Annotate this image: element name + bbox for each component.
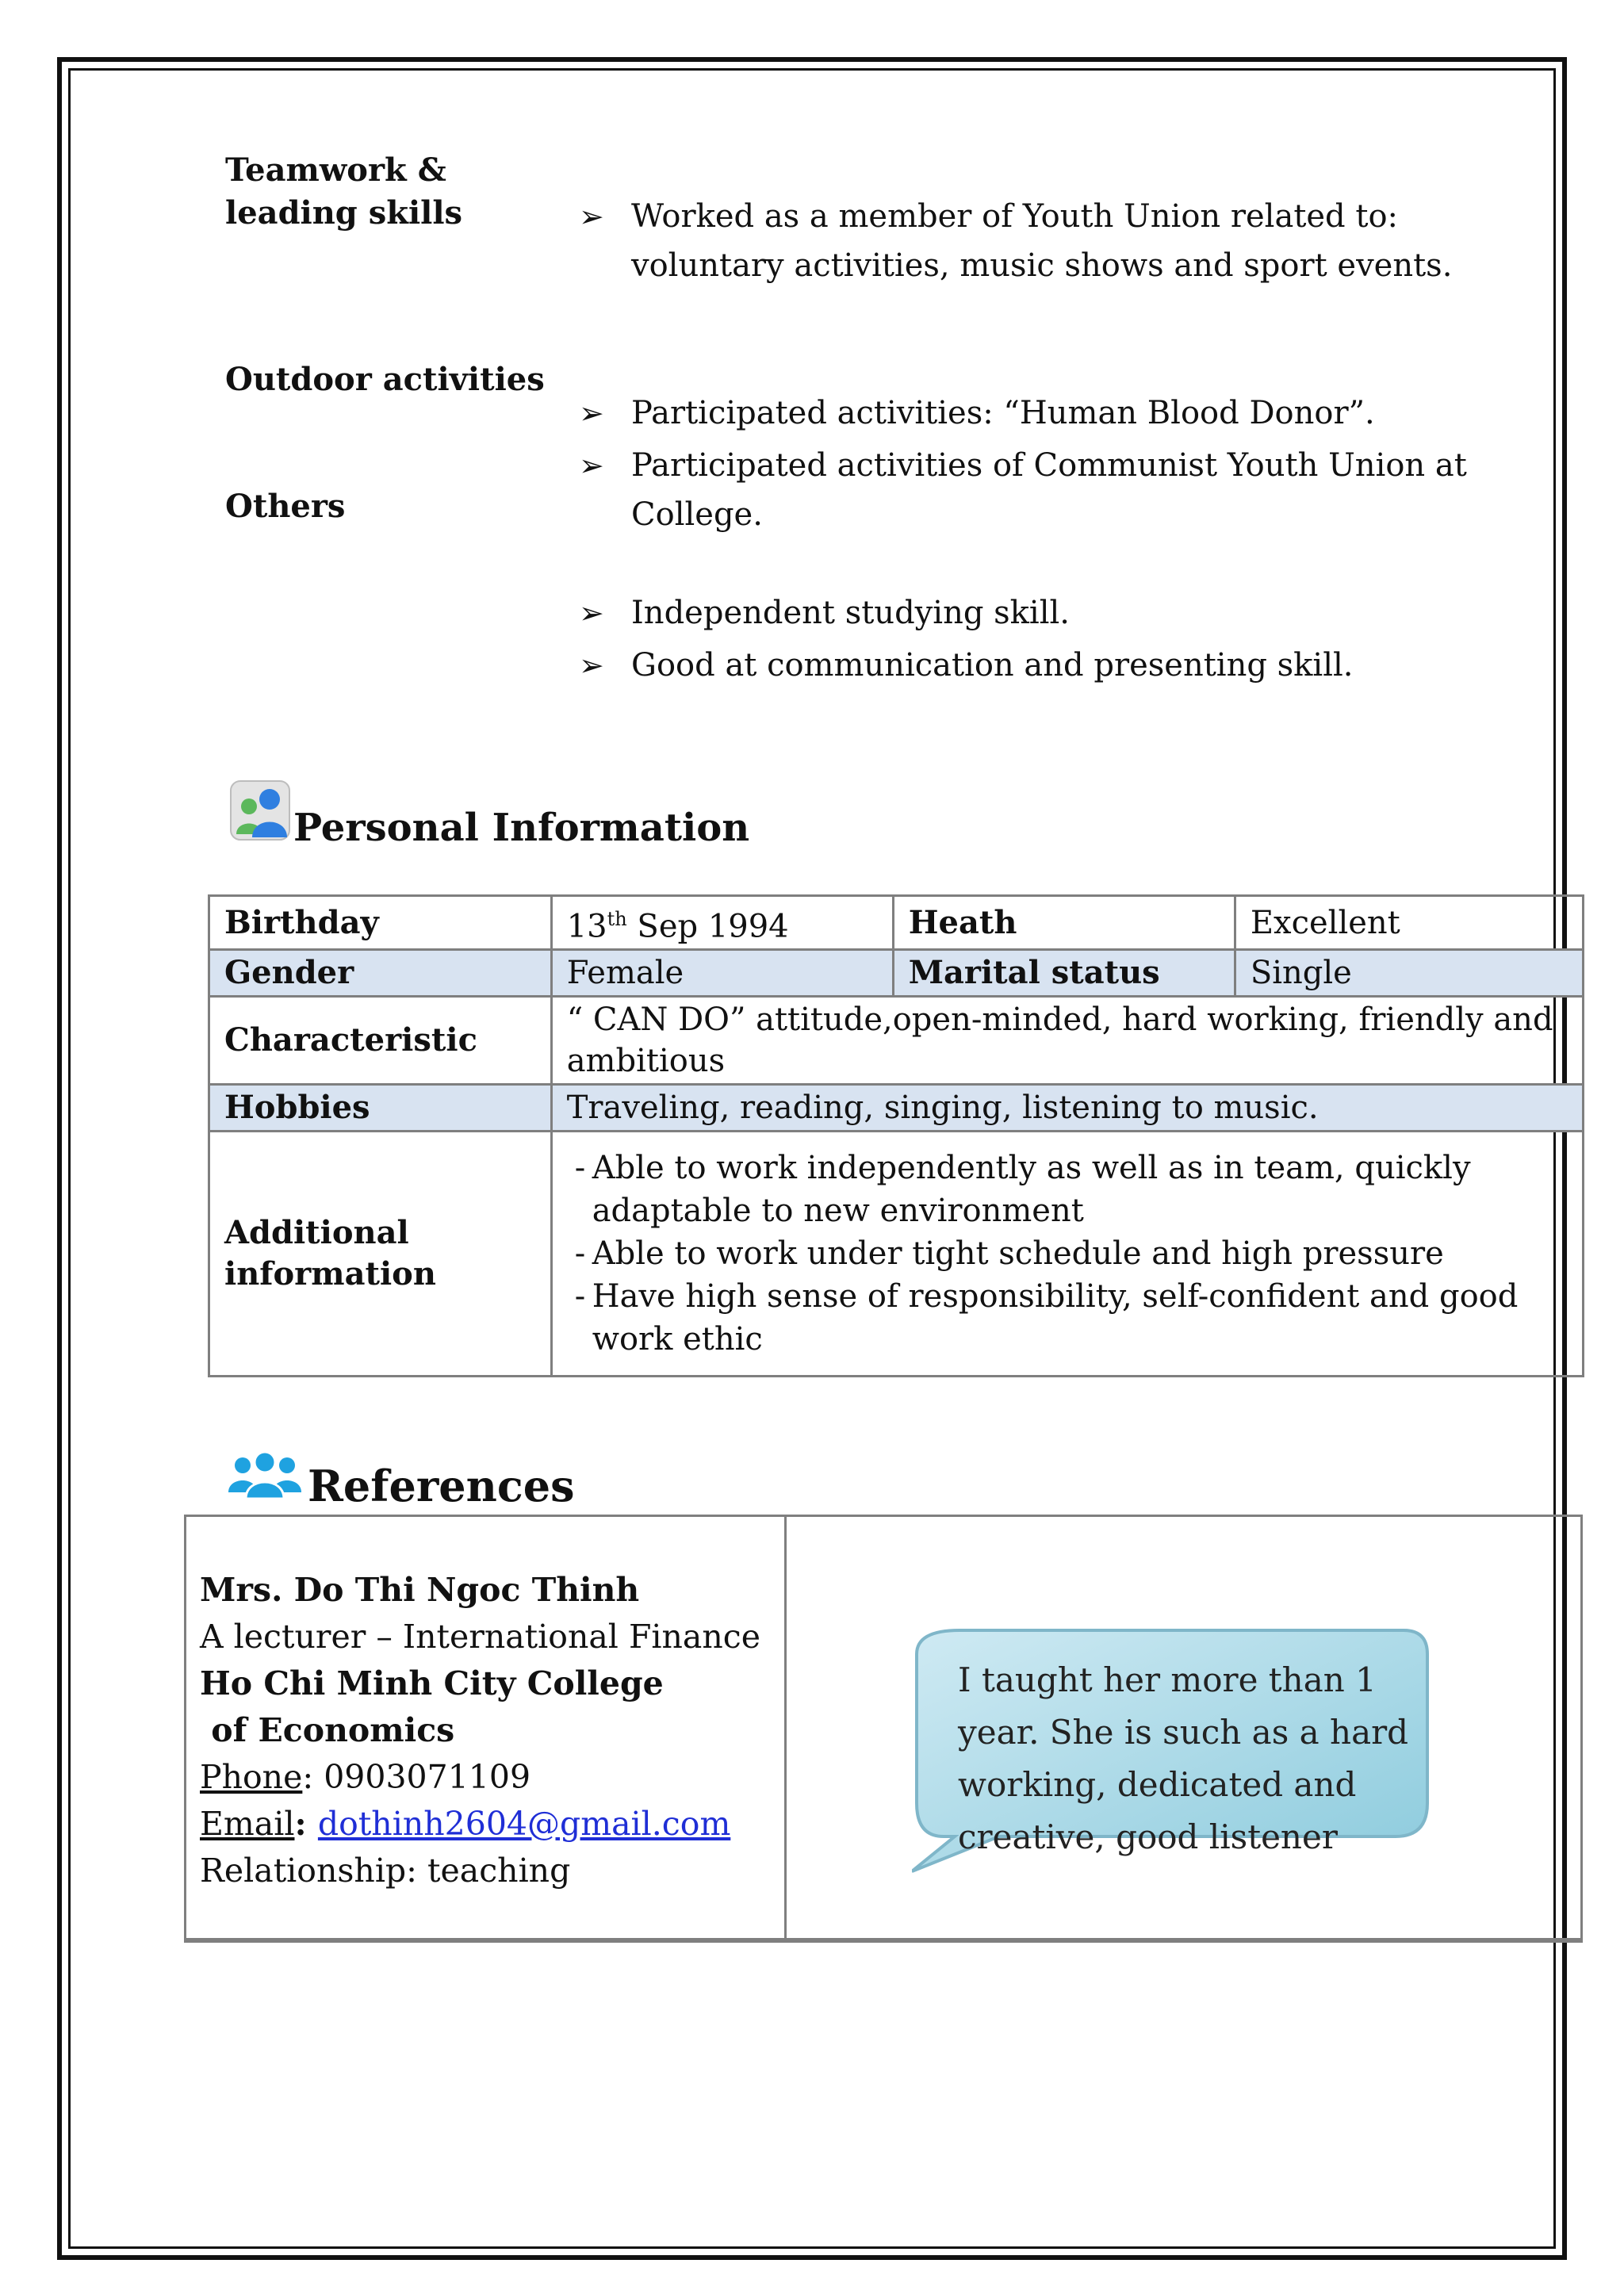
birthday-suffix: th [607, 908, 627, 930]
arrow-bullet-icon: ➢ [579, 448, 604, 483]
birthday-month-year: Sep 1994 [626, 908, 789, 945]
references-title: References [308, 1461, 575, 1511]
arrow-bullet-icon: ➢ [579, 396, 604, 431]
phone-value: : 0903071109 [302, 1758, 531, 1796]
reference-relationship: Relationship: teaching [200, 1852, 571, 1890]
birthday-value [551, 896, 893, 950]
table-row [209, 896, 1584, 950]
outdoor-item-2-line-1: Participated activities of Communist Youth Union at [631, 447, 1467, 484]
teamwork-label-line-1: Teamwork & [225, 151, 446, 189]
others-item-1 [579, 588, 1071, 638]
birthday-day: 13 [566, 908, 607, 945]
arrow-bullet-icon: ➢ [579, 199, 604, 234]
reference-position: A lecturer – International Finance [200, 1618, 760, 1656]
hobbies-value: Traveling, reading, singing, listening to music. [551, 1085, 1583, 1132]
personal-info-table [208, 894, 1584, 1377]
teamwork-label [225, 149, 462, 235]
teamwork-item [579, 192, 1453, 290]
outdoor-item-1-text: Participated activities: “Human Blood Donor”. [631, 395, 1375, 431]
table-row [209, 997, 1584, 1085]
others-item-1-text: Independent studying skill. [631, 595, 1071, 631]
arrow-bullet-icon: ➢ [579, 596, 604, 630]
references-column-divider [784, 1517, 787, 1938]
email-separator: : [294, 1805, 318, 1843]
reference-name: Mrs. Do Thi Ngoc Thinh [200, 1571, 640, 1609]
outdoor-label: Outdoor activities [225, 361, 545, 398]
teamwork-item-line-2: voluntary activities, music shows and sport events. [631, 247, 1453, 284]
table-row [209, 1132, 1584, 1377]
email-link[interactable]: dothinh2604@gmail.com [317, 1805, 731, 1843]
additional-label [209, 1132, 552, 1377]
people-icon [230, 780, 290, 841]
list-item: - Able to work under tight schedule and high pressure [569, 1232, 1574, 1275]
additional-label-line-1: Additional [224, 1214, 409, 1252]
others-item-2-text: Good at communication and presenting skill. [631, 647, 1354, 684]
teamwork-item-line-1: Worked as a member of Youth Union related to: [631, 198, 1399, 235]
birthday-label: Birthday [209, 896, 552, 950]
outdoor-item-1 [579, 389, 1375, 438]
reference-quote: I taught her more than 1 year. She is such as a hard working, dedicated and creative, good listener [958, 1660, 1409, 1856]
list-item: - Able to work independently as well as in team, quickly adaptable to new environment [569, 1147, 1574, 1232]
group-icon [225, 1451, 304, 1500]
table-row [209, 1085, 1584, 1132]
outdoor-item-2 [579, 441, 1467, 539]
gender-value: Female [551, 950, 893, 997]
teamwork-label-line-2: leading skills [225, 194, 463, 232]
personal-info-title: Personal Information [293, 806, 750, 850]
reference-org-line-1: Ho Chi Minh City College [200, 1664, 664, 1702]
gender-label: Gender [209, 950, 552, 997]
reference-phone [200, 1754, 760, 1801]
others-label: Others [225, 488, 346, 525]
outdoor-item-2-line-2: College. [631, 496, 763, 533]
arrow-bullet-icon: ➢ [579, 648, 604, 683]
marital-label: Marital status [893, 950, 1235, 997]
additional-label-line-2: information [224, 1255, 436, 1293]
hobbies-label: Hobbies [209, 1085, 552, 1132]
list-item: - Have high sense of responsibility, self-confident and good work ethic [569, 1275, 1574, 1361]
additional-value [551, 1132, 1583, 1377]
health-value: Excellent [1235, 896, 1583, 950]
table-row [209, 950, 1584, 997]
reference-contact [200, 1567, 760, 1894]
reference-org-line-2: of Economics [200, 1711, 455, 1749]
characteristic-label: Characteristic [209, 997, 552, 1085]
health-label: Heath [893, 896, 1235, 950]
characteristic-value: “ CAN DO” attitude,open-minded, hard working, friendly and ambitious [551, 997, 1583, 1085]
marital-value: Single [1235, 950, 1583, 997]
others-item-2 [579, 641, 1354, 690]
additional-list [569, 1147, 1574, 1361]
email-label: Email [200, 1805, 295, 1843]
phone-label: Phone [200, 1758, 303, 1796]
reference-email [200, 1801, 760, 1848]
